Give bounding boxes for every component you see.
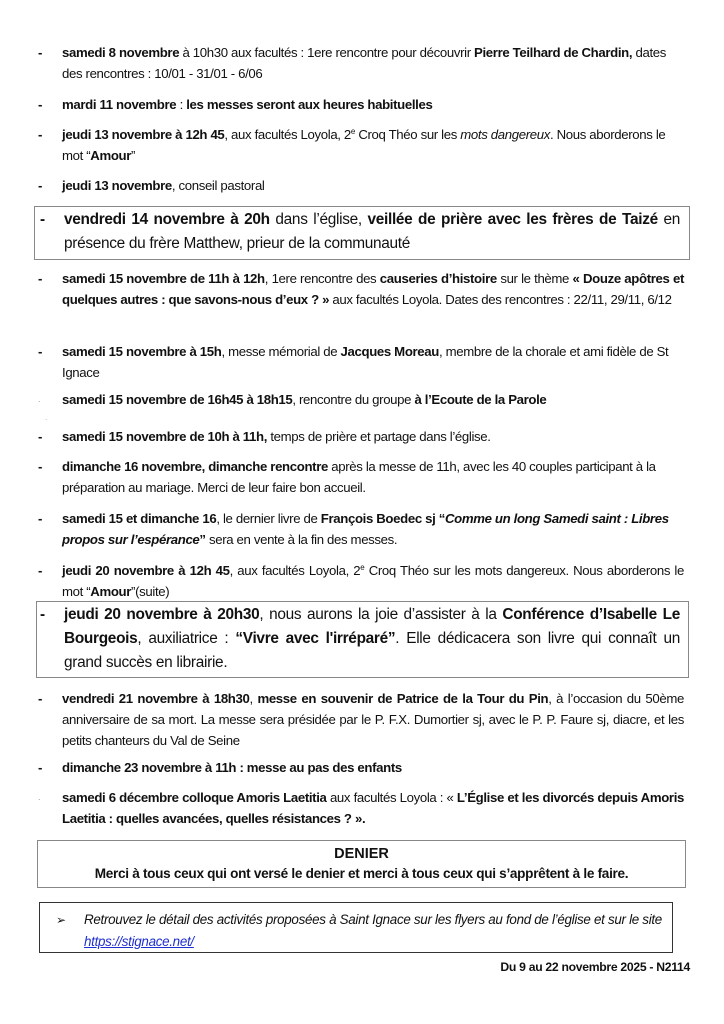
text-run: à l’Ecoute de la Parole — [414, 392, 547, 407]
event-text — [62, 456, 684, 498]
event-text — [62, 560, 684, 602]
event-text — [62, 688, 684, 751]
text-run: messe en souvenir de Patrice de la Tour du Pin — [257, 691, 549, 706]
text-run: Croq Théo sur les — [355, 127, 461, 142]
denier-title: DENIER — [334, 846, 389, 862]
text-run: jeudi 13 novembre à 12h 45 — [62, 127, 225, 142]
bullet-dash-icon: - — [38, 127, 43, 142]
event-text — [62, 426, 684, 447]
text-run: samedi 8 novembre — [62, 45, 180, 60]
event-item — [38, 426, 684, 447]
text-run: samedi 15 novembre de 11h à 12h — [62, 271, 265, 286]
text-run: Croq Théo sur les mots dangereux. Nous aborderons le mot “ — [62, 563, 684, 599]
text-run: samedi 15 novembre à 15h — [62, 344, 222, 359]
issue-footer: Du 9 au 22 novembre 2025 - N2114 — [500, 960, 690, 974]
text-run: dimanche 23 novembre à 11h : messe au pas des enfants — [62, 760, 402, 775]
text-run: dates des rencontres : 10/01 - 31/01 - 6/06 — [62, 45, 666, 81]
event-item — [38, 175, 684, 196]
text-run: samedi 15 novembre de 16h45 à 18h15 — [62, 392, 293, 407]
bullet-dash-icon: - — [38, 344, 43, 359]
text-run: , aux facultés Loyola, 2 — [224, 127, 351, 142]
bullet-dash-icon: - — [38, 429, 43, 444]
text-run: « Douze apôtres et quelques autres : que savons-nous d’eux ? » — [62, 271, 684, 307]
event-text — [62, 389, 684, 410]
text-run: ”(suite) — [131, 584, 170, 599]
text-run: . Nous aborderons le mot “ — [62, 127, 666, 163]
event-item — [38, 787, 684, 829]
text-run: : — [176, 97, 187, 112]
event-item — [38, 389, 684, 410]
event-text — [62, 268, 684, 310]
text-run: Jacques Moreau — [340, 344, 439, 359]
bullet-dash-icon: . — [38, 792, 41, 802]
text-run: causeries d’histoire — [379, 271, 497, 286]
text-run: Amour — [90, 148, 132, 163]
event-item-highlight — [40, 208, 680, 256]
event-text — [62, 94, 684, 115]
text-run: veillée de prière avec les frères de Taizé — [367, 211, 658, 228]
event-text — [62, 787, 684, 829]
event-item — [38, 42, 684, 84]
text-run: , 1ere rencontre des — [264, 271, 380, 286]
text-run: sur le thème — [496, 271, 573, 286]
bullet-dash-icon: - — [38, 511, 43, 526]
text-run: Pierre Teilhard de Chardin, — [474, 45, 633, 60]
event-text — [62, 508, 684, 550]
event-item — [38, 94, 684, 115]
bullet-dash-icon: . — [38, 394, 41, 404]
event-item — [38, 757, 684, 778]
text-run: vendredi 14 novembre à 20h — [64, 211, 270, 228]
text-run: samedi 15 novembre de 10h à 11h, — [62, 429, 268, 444]
bullet-dash-icon: - — [38, 271, 43, 286]
bullet-dash-icon: - — [38, 45, 43, 60]
text-run: L’Église et les divorcés depuis Amoris Laetitia : quelles avancées, quelles résistances ? » — [62, 790, 685, 826]
event-text — [62, 757, 684, 778]
event-text — [62, 42, 684, 84]
text-run: Comme un long Samedi saint : Libres propos sur l’espérance — [62, 511, 669, 547]
text-run: aux facultés Loyola. Dates des rencontres : 22/11, 29/11, 6/12 — [329, 292, 672, 307]
text-run: . — [361, 811, 366, 826]
text-run: jeudi 20 novembre à 20h30 — [64, 606, 260, 623]
event-text — [64, 603, 680, 675]
text-run: , le dernier livre de — [216, 511, 321, 526]
text-run: dimanche 16 novembre, dimanche rencontre — [62, 459, 328, 474]
text-run: , aux facultés Loyola, 2 — [229, 563, 361, 578]
text-run: ” — [199, 532, 206, 547]
event-text — [62, 124, 684, 166]
event-item — [38, 688, 684, 751]
text-run: , rencontre du groupe — [292, 392, 415, 407]
text-run: temps de prière et partage dans l’église. — [267, 429, 491, 444]
text-run: , auxiliatrice : — [137, 630, 236, 647]
event-text — [64, 208, 680, 256]
text-run: , nous aurons la joie d’assister à la — [259, 606, 503, 623]
event-item-highlight — [40, 603, 680, 675]
text-run: , — [249, 691, 258, 706]
denier-box — [37, 840, 686, 888]
text-run: , messe mémorial de — [221, 344, 341, 359]
text-run: samedi 15 et dimanche 16 — [62, 511, 217, 526]
text-run: , conseil pastoral — [171, 178, 265, 193]
text-run: , membre de la chorale et ami fidèle de St Ignace — [62, 344, 669, 380]
flyer-note — [40, 903, 672, 953]
text-run: , à l’occasion du 50ème anniversaire de sa mort. La messe sera présidée par le P. F.X. Dumortier sj, avec le P. P. Faure sj, diacre, et les petits chanteurs du Val de Seine — [62, 691, 684, 748]
flyer-box — [39, 902, 673, 953]
event-item — [38, 341, 684, 383]
text-run: François Boedec sj — [320, 511, 436, 526]
text-run: samedi 6 décembre colloque Amoris Laetitia — [62, 790, 327, 805]
bullet-dash-icon: - — [38, 97, 43, 112]
website-link[interactable]: https://stignace.net/ — [84, 934, 194, 949]
text-run: Conférence d’Isabelle Le Bourgeois — [64, 606, 680, 647]
text-run: mardi 11 novembre — [62, 97, 177, 112]
text-run: dans l’église, — [269, 211, 368, 228]
stray-dot: . — [45, 413, 48, 422]
text-run: Amour — [90, 584, 132, 599]
event-text — [62, 341, 684, 383]
text-run: “Vivre avec l'irréparé” — [235, 630, 396, 647]
text-run: e — [350, 127, 356, 136]
text-run: à 10h30 aux facultés : 1ere rencontre pour découvrir — [179, 45, 475, 60]
text-run: aux facultés Loyola : « — [326, 790, 457, 805]
bullet-dash-icon: - — [38, 691, 43, 706]
bullet-dash-icon: - — [40, 606, 45, 623]
bullet-dash-icon: - — [38, 760, 43, 775]
text-run: sera en vente à la fin des messes. — [205, 532, 398, 547]
text-run: ” — [131, 148, 136, 163]
event-item — [38, 124, 684, 166]
event-item — [38, 508, 684, 550]
bullet-dash-icon: - — [38, 459, 43, 474]
denier-text: Merci à tous ceux qui ont versé le denier et merci à tous ceux qui s’apprêtent à le faire. — [94, 866, 629, 881]
text-run: jeudi 20 novembre à 12h 45 — [62, 563, 230, 578]
text-run: les messes seront aux heures habituelles — [186, 97, 433, 112]
event-item — [38, 268, 684, 310]
event-item — [38, 456, 684, 498]
event-text — [62, 175, 684, 196]
text-run: “ — [435, 511, 445, 526]
text-run: après la messe de 11h, avec les 40 couples participant à la préparation au mariage. Merci de leur faire bon accueil. — [62, 459, 656, 495]
arrow-bullet-icon: ➢ — [56, 913, 66, 927]
text-run: . Elle dédicacera son livre qui connaît un grand succès en librairie. — [64, 630, 680, 671]
flyer-text: Retrouvez le détail des activités proposées à Saint Ignace sur les flyers au fond de l’église et sur le site — [84, 912, 662, 927]
bullet-dash-icon: - — [38, 178, 43, 193]
text-run: en présence du frère Matthew, prieur de la communauté — [64, 211, 680, 252]
bullet-dash-icon: - — [38, 563, 43, 578]
event-item — [38, 560, 684, 602]
text-run: mots dangereux — [460, 127, 550, 142]
bullet-dash-icon: - — [40, 211, 45, 228]
text-run: e — [360, 563, 365, 572]
text-run: vendredi 21 novembre à 18h30 — [62, 691, 250, 706]
text-run: jeudi 13 novembre — [62, 178, 172, 193]
